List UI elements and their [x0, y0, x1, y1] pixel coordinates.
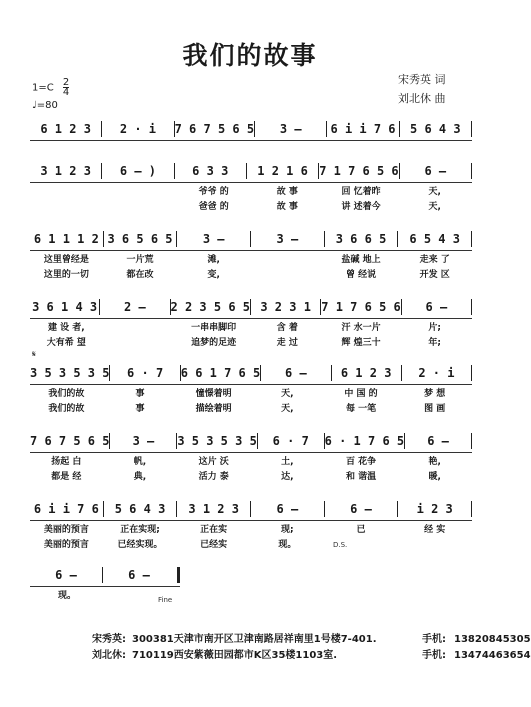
- fine-marking: Fine: [158, 596, 173, 604]
- lyric-syllables: 这片 沃: [198, 457, 229, 467]
- measure: 6 –: [424, 164, 447, 178]
- notation-row: [30, 118, 472, 141]
- measure: 7 1 7 6 5 6: [321, 300, 401, 314]
- measure: 6 1 2 3: [40, 122, 91, 136]
- measure: 6 · 7: [127, 366, 164, 380]
- lyric-row: [30, 198, 472, 213]
- lyric-syllables: 百 花争: [345, 457, 377, 467]
- notation-row: [30, 228, 472, 251]
- measure: 2 2 3 5 6 5: [170, 300, 251, 314]
- bar-line: [471, 501, 472, 517]
- measure: 6 –: [350, 502, 372, 516]
- contact-phone-label: 手机:: [422, 634, 446, 645]
- lyric-syllables: 已经实: [200, 540, 228, 550]
- measure: 6 –: [285, 366, 307, 380]
- lyric-syllables: 我们的故: [48, 404, 85, 414]
- lyric-syllables: 走来 了: [419, 255, 450, 265]
- lyric-syllables: 变,: [207, 270, 220, 280]
- lyric-syllables: 事: [135, 404, 145, 414]
- measure: 6 –: [55, 568, 77, 582]
- lyric-row: [30, 536, 472, 551]
- lyric-syllables: 故 事: [276, 202, 298, 212]
- measure: 6 i i 7 6: [330, 122, 396, 136]
- lyric-syllables: 讲 述着今: [341, 202, 381, 212]
- bar-line: [471, 433, 472, 449]
- lyric-syllables: 帆,: [133, 457, 147, 467]
- contact-footer: [92, 632, 531, 664]
- lyric-syllables: 滩,: [207, 255, 220, 265]
- measure: 6 –: [276, 502, 299, 516]
- lyric-syllables: 已: [356, 525, 366, 535]
- lyric-syllables: 年;: [428, 338, 441, 348]
- bar-line: [471, 163, 472, 179]
- bar-line: [471, 121, 472, 137]
- lyric-syllables: 汗 水一片: [341, 323, 381, 333]
- lyric-syllables: 都在改: [126, 270, 154, 280]
- lyric-syllables: 现;: [281, 525, 294, 535]
- measure: 7 6 7 5 6 5: [30, 434, 110, 448]
- lyric-syllables: 辉 煌三十: [341, 338, 381, 348]
- measure: 7 1 7 6 5 6: [319, 164, 399, 178]
- lyric-syllables: 大有希 望: [46, 338, 86, 348]
- lyric-syllables: 描绘着明: [195, 404, 232, 414]
- measure: 3 6 5 6 5: [107, 232, 173, 246]
- notation-row: [30, 296, 472, 319]
- measure: 5 6 4 3: [410, 122, 461, 136]
- lyric-syllables: 爷爷 的: [198, 187, 229, 197]
- notation-row: [30, 498, 472, 521]
- lyric-syllables: 憧憬着明: [195, 389, 232, 399]
- score-line: [30, 228, 472, 281]
- measure: 3 –: [276, 232, 299, 246]
- notation-row: [30, 362, 472, 385]
- time-signature: [63, 78, 69, 97]
- lyric-syllables: 开发 区: [419, 270, 450, 280]
- measure: 6 –: [425, 300, 448, 314]
- lyric-syllables: 梦 想: [424, 389, 446, 399]
- lyric-syllables: 美丽的预言: [43, 540, 89, 550]
- measure: 6 5 4 3: [409, 232, 460, 246]
- measure: 6 · 7: [272, 434, 309, 448]
- measure: 2 –: [124, 300, 146, 314]
- lyric-row: [30, 385, 472, 400]
- lyric-row: [30, 183, 472, 198]
- measure: 5 6 4 3: [114, 502, 166, 516]
- contact-name: 宋秀英:: [92, 634, 126, 645]
- lyric-row: [30, 400, 472, 415]
- measure: 3 6 1 4 3: [32, 300, 98, 314]
- segno-icon: 𝄋: [32, 350, 36, 360]
- measure: 6 6 1 7 6 5: [180, 366, 261, 380]
- measure: i 2 3: [416, 502, 453, 516]
- contact-address: 710119西安紫薇田园都市K区35楼1103室.: [132, 650, 338, 661]
- measure: 2 · i: [119, 122, 156, 136]
- lyric-syllables: 爸爸 的: [198, 202, 229, 212]
- lyric-syllables: 故 事: [276, 187, 298, 197]
- contact-row: [92, 648, 531, 664]
- measure: 6 –: [128, 568, 150, 582]
- measure: 3 –: [279, 122, 302, 136]
- contact-phone-label: 手机:: [422, 650, 446, 661]
- notation-row: [30, 564, 180, 587]
- lyric-row: [30, 251, 472, 266]
- score-line: [30, 160, 472, 213]
- measure: 3 1 2 3: [188, 502, 239, 516]
- credits: [398, 70, 446, 108]
- lyric-row: [30, 453, 472, 468]
- lyric-row: [30, 521, 472, 536]
- ds-marking: D.S.: [333, 541, 348, 549]
- contact-name: 刘北休:: [92, 650, 126, 661]
- tempo-marking: ♩=80: [32, 100, 58, 111]
- measure: 6 – ): [119, 164, 156, 178]
- measure: 3 6 6 5: [335, 232, 387, 246]
- lyric-syllables: 建 设 者,: [47, 323, 85, 333]
- score-line: [30, 430, 472, 483]
- lyric-syllables: 扬起 白: [51, 457, 82, 467]
- measure: 6 i i 7 6: [33, 502, 99, 516]
- lyric-syllables: 中 国 的: [344, 389, 378, 399]
- lyric-syllables: 这里曾经是: [43, 255, 89, 265]
- lyric-syllables: 天,: [281, 389, 294, 399]
- measure: 6 1 2 3: [340, 366, 392, 380]
- lyric-syllables: 事: [135, 389, 145, 399]
- composer-credit: 刘北休 曲: [398, 92, 446, 105]
- lyric-syllables: 一串串脚印: [191, 323, 237, 333]
- measure: 7 6 7 5 6 5: [174, 122, 255, 136]
- lyric-syllables: 和 谐温: [345, 472, 377, 482]
- contact-phone: 13474463654: [454, 650, 531, 661]
- measure: 3 5 3 5 3 5: [177, 434, 257, 448]
- measure: 3 5 3 5 3 5: [30, 366, 110, 380]
- score-line: [30, 296, 472, 349]
- lyricist-credit: 宋秀英 词: [398, 73, 446, 86]
- measure: 6 3 3: [192, 164, 229, 178]
- lyric-syllables: 片;: [428, 323, 441, 333]
- lyric-row: [30, 319, 472, 334]
- key-signature: 1=C: [32, 82, 54, 94]
- lyric-syllables: 天,: [281, 404, 294, 414]
- lyric-syllables: 美丽的预言: [43, 525, 89, 535]
- bar-line: [471, 365, 472, 381]
- contact-phone: 13820845305: [454, 634, 531, 645]
- measure: 1 2 1 6: [257, 164, 308, 178]
- measure: 3 1 2 3: [40, 164, 91, 178]
- time-signature-numerator: 2: [62, 77, 70, 88]
- contact-row: [92, 632, 531, 648]
- lyric-syllables: 正在实现;: [120, 525, 160, 535]
- time-signature-denominator: 4: [62, 87, 70, 98]
- lyric-syllables: 达,: [281, 472, 294, 482]
- measure: 3 –: [202, 232, 225, 246]
- bar-line: [471, 299, 472, 315]
- lyric-syllables: 盐碱 地上: [341, 255, 381, 265]
- measure: 6 –: [427, 434, 449, 448]
- lyric-syllables: 活力 泰: [198, 472, 229, 482]
- lyric-syllables: 每 一笔: [345, 404, 377, 414]
- lyric-syllables: 追梦的足迹: [191, 338, 237, 348]
- lyric-syllables: 都是 经: [51, 472, 82, 482]
- lyric-syllables: 艳,: [428, 457, 441, 467]
- notation-row: [30, 430, 472, 453]
- lyric-syllables: 暖,: [428, 472, 441, 482]
- lyric-syllables: 经 实: [424, 525, 446, 535]
- measure: 3 –: [132, 434, 155, 448]
- lyric-row: [30, 266, 472, 281]
- lyric-syllables: 曾 经说: [345, 270, 377, 280]
- notation-row: [30, 160, 472, 183]
- score-line: [30, 362, 472, 415]
- lyric-syllables: 正在实: [200, 525, 228, 535]
- key-signature-row: [32, 78, 69, 97]
- lyric-syllables: 天,: [428, 202, 441, 212]
- lyric-syllables: 已经实现。: [117, 540, 163, 550]
- lyric-syllables: 走 过: [276, 338, 298, 348]
- bar-line: [471, 231, 472, 247]
- lyric-syllables: 天,: [428, 187, 441, 197]
- lyric-row: [30, 468, 472, 483]
- lyric-syllables: 我们的故: [48, 389, 85, 399]
- measure: 2 · i: [418, 366, 455, 380]
- lyric-syllables: 土,: [281, 457, 294, 467]
- lyric-syllables: 典,: [133, 472, 147, 482]
- lyric-syllables: 现。: [278, 540, 297, 550]
- score-line: [30, 118, 472, 141]
- lyric-syllables: 含 着: [276, 323, 298, 333]
- lyric-syllables: 这里的一切: [43, 270, 89, 280]
- lyric-syllables: 现。: [57, 591, 76, 601]
- measure: 6 · 1 7 6 5: [324, 434, 405, 448]
- score-line: [30, 498, 472, 551]
- contact-address: 300381天津市南开区卫津南路居祥南里1号楼7-401.: [132, 634, 377, 645]
- measure: 3 2 3 1: [260, 300, 311, 314]
- song-title: 我们的故事: [182, 41, 318, 70]
- lyric-syllables: 一片荒: [126, 255, 154, 265]
- lyric-row: [30, 334, 472, 349]
- lyric-syllables: 图 画: [424, 404, 446, 414]
- bar-line: [177, 567, 180, 583]
- lyric-syllables: 回 忆着昨: [341, 187, 381, 197]
- measure: 6 1 1 1 2: [33, 232, 99, 246]
